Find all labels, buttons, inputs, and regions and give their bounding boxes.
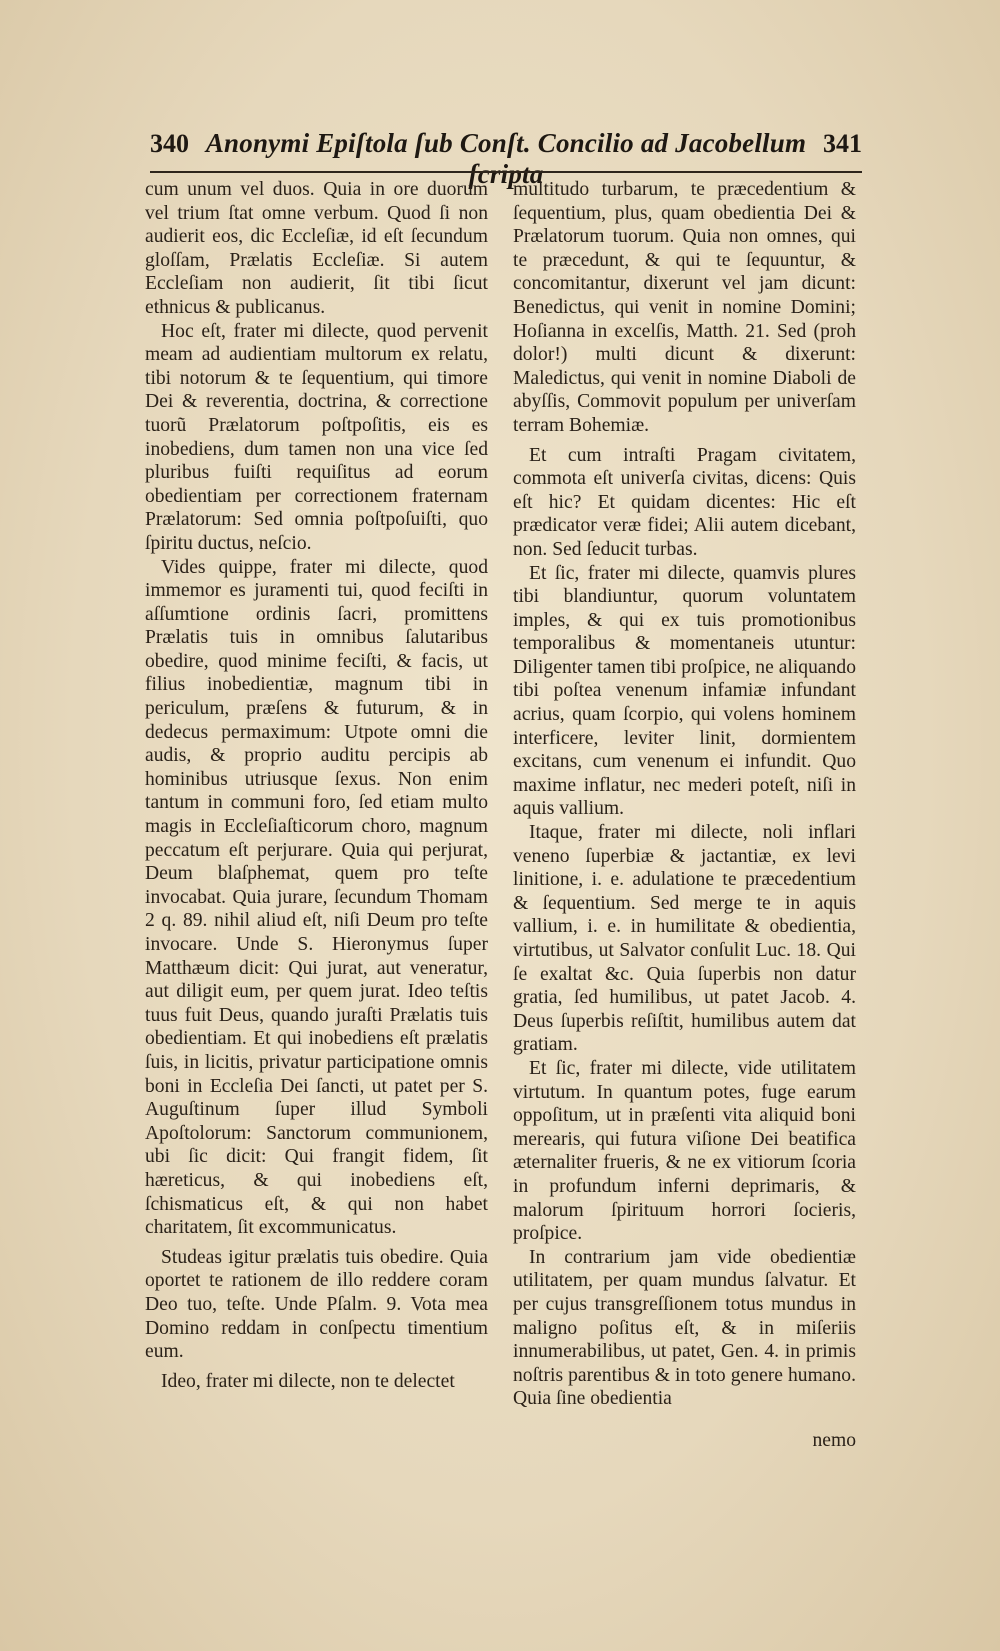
running-title: Anonymi Epiſtola ſub Conſt. Concilio ad Jacobellum ſcripta xyxy=(205,128,807,189)
page-number-right: 341 xyxy=(823,129,862,158)
paragraph: Et ſic, frater mi dilecte, quamvis plures tibi blandiuntur, quorum voluntatem imples, & qui ex tuis promotionibus temporalibus & momentaneis utuntur: Diligenter tamen tibi proſpice, ne aliquando tibi poſtea venenum infamiæ infundant acrius, quam ſcorpio, qui volens hominem interficere, leviter linit, dormientem excitans, cum venenum ei infundit. Quo maxime inflatur, nec mederi poteſt, niſi in aquis vallium. xyxy=(513,562,856,820)
paragraph: Itaque, frater mi dilecte, noli inflari veneno ſuperbiæ & jactantiæ, ex levi linitione, i. e. adulatione te præcedentium & ſequentium. Sed merge te in aquis vallium, i. e. in humilitate & obedientia, virtutibus, ut Salvator conſulit Luc. 18. Qui ſe exaltat &c. Quia ſuperbis non datur gratia, ſed humilibus, ut patet Jacob. 4. Deus ſuperbis reſiſtit, humilibus autem dat gratiam. xyxy=(513,822,856,1056)
catchword: nemo xyxy=(812,1430,856,1451)
paragraph: Ideo, frater mi dilecte, non te delectet xyxy=(161,1370,455,1392)
paragraph: cum unum vel duos. Quia in ore duorum vel trium ſtat omne verbum. Quod ſi non audierit eos, dic Eccleſiæ, id eſt ſecundum gloſſam, Prælatis Eccleſiæ. Si autem Eccleſiam non audierit, ſit tibi ſicut ethnicus & publicanus. xyxy=(145,179,488,318)
right-column xyxy=(513,178,856,1411)
paragraph: Studeas igitur prælatis tuis obedire. Quia oportet te rationem de illo reddere coram Deo tuo, teſte. Unde Pſalm. 9. Vota mea Domino reddam in conſpectu timentium eum. xyxy=(145,1246,488,1363)
paragraph: In contrarium jam vide obedientiæ utilitatem, per quam mundus ſalvatur. Et per cujus transgreſſionem totus mundus in maligno poſitus eſt, & in miſeriis innumerabilibus, ut patet, Gen. 4. in primis noſtris parentibus & in toto genere humano. Quia ſine obedientia xyxy=(513,1246,856,1410)
paragraph: Et ſic, frater mi dilecte, vide utilitatem virtutum. In quantum potes, fuge earum oppoſitum, ut in præſenti vita aliquid boni merearis, qui futura viſione Dei beatifica æternaliter frueris, & ne ex vitiorum ſcoria in profundum inferni deprimaris, & malorum ſpirituum horrori ſocieris, proſpice. xyxy=(513,1057,856,1245)
page-number-left: 340 xyxy=(150,129,189,158)
paragraph: Vides quippe, frater mi dilecte, quod immemor es juramenti tui, quod feciſti in aſſumtione ordinis ſacri, promittens Prælatis tuis in omnibus ſalutaribus obedire, quod minime feciſti, & facis, ut filius inobedientiæ, magnum tibi in periculum, præſens & futurum, & in dedecus permaximum: Utpote omni die audis, & proprio auditu percipis ab hominibus utriusque ſexus. Non enim tantum in communi foro, ſed etiam multo magis in Eccleſiaſticorum choro, magnum peccatum eſt perjurare. Quia qui perjurat, Deum blaſphemat, quem pro teſte invocabat. Quia jurare, ſecundum Thomam 2 q. 89. nihil aliud eſt, niſi Deum pro teſte invocare. Unde S. Hieronymus ſuper Matthæum dicit: Qui jurat, aut veneratur, aut diligit eum, per quem jurat. Ideo teſtis tuus fuit Deus, quando juraſti Prælatis tuis obedientiam. Et qui inobediens eſt prælatis ſuis, in licitis, privatur participatione omnis boni in Eccleſia Dei ſancti, ut patet per S. Auguſtinum ſuper illud Symboli Apoſtolorum: Sanctorum communionem, ubi ſic dicit: Qui frangit fidem, ſit hæreticus, & qui inobediens eſt, ſchismaticus eſt, & qui non habet charitatem, ſit excommunicatus. xyxy=(145,556,488,1239)
left-column xyxy=(145,178,488,1393)
running-head xyxy=(150,128,862,189)
header-rule xyxy=(150,171,862,173)
paragraph: Hoc eſt, frater mi dilecte, quod pervenit meam ad audientiam multorum ex relatu, tibi notorum & te ſequentium, qui timore Dei & reverentia, doctrina, & correctione tuorũ Prælatorum poſtpoſitis, eis es inobediens, dum tamen non una vice ſed pluribus fuiſti requiſitus ad eorum obedientiam per correctionem fraternam Prælatorum: Sed omnia poſtpoſuiſti, quo ſpiritu ductus, neſcio. xyxy=(145,320,488,554)
paragraph: Et cum intraſti Pragam civitatem, commota eſt univerſa civitas, dicens: Quis eſt hic? Et quidam dicentes: Hic eſt prædicator veræ fidei; Alii autem dicebant, non. Sed ſeducit turbas. xyxy=(513,444,856,560)
paragraph: multitudo turbarum, te præcedentium & ſequentium, plus, quam obedientia Dei & Prælatorum tuorum. Quia non omnes, qui te præcedunt, & qui te ſequuntur, & concomitantur, dixerunt vel jam dicunt: Benedictus, qui venit in nomine Domini; Hoſianna in excelſis, Matth. 21. Sed (proh dolor!) multi dicunt & dixerunt: Maledictus, qui venit in nomine Diaboli de abyſſis, Commovit populum per univerſam terram Bohemiæ. xyxy=(513,179,856,436)
